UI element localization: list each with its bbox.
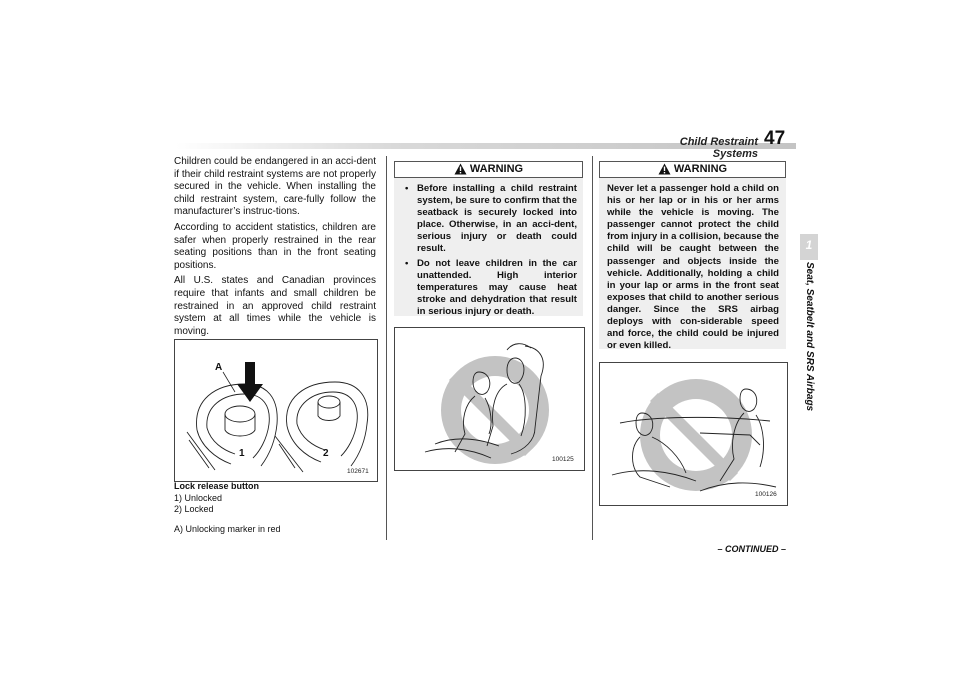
- chapter-label-vertical: [800, 262, 818, 412]
- caption-item-2: 2) Locked: [174, 504, 214, 515]
- page-number: 47: [764, 128, 786, 149]
- figure-number: 102671: [347, 468, 369, 475]
- paragraph-3: All U.S. states and Canadian provinces require that infants and small children be restrained in an approved child restraint system at all times while the vehicle is moving.: [174, 275, 376, 337]
- chapter-label: Seat, Seatbelt and SRS Airbags: [804, 262, 815, 412]
- warning-triangle-icon: [454, 163, 467, 175]
- section-title: Child Restraint Systems: [679, 136, 758, 160]
- figure-label-2: 2: [323, 448, 329, 459]
- figure-number: 100125: [552, 456, 574, 463]
- caption-title: Lock release button: [174, 481, 260, 491]
- continued-label: – CONTINUED –: [717, 544, 786, 554]
- warning-bullet: • Before installing a child restraint system, be sure to confirm that the seatback is securely locked into place. Otherwise, in an acci-dent, serious injury or death could result.: [405, 183, 577, 255]
- warning-triangle-icon: [658, 163, 671, 175]
- lap-child-figure: [599, 362, 788, 506]
- figure-label-a: A: [215, 362, 223, 373]
- column-divider-2: [592, 156, 593, 540]
- warning-bullet-text: Before installing a child restraint system, be sure to confirm that the seatback is securely locked into place. Otherwise, in an acci-dent, serious injury or death could result.: [417, 183, 577, 255]
- figure-label-1: 1: [239, 448, 245, 459]
- warning-heading-1: WARNING: [469, 163, 524, 175]
- caption-item-a: A) Unlocking marker in red: [174, 523, 281, 534]
- paragraph-2: According to accident statistics, children are safer when properly restrained in the rear seating positions than in the front seating positions.: [174, 221, 376, 271]
- chapter-number: 1: [805, 238, 813, 252]
- warning-body-1: [403, 183, 577, 320]
- column-divider-1: [386, 156, 387, 540]
- figure-caption: [174, 481, 376, 535]
- lock-release-illustration: [175, 340, 377, 481]
- unattended-child-illustration: [395, 328, 584, 470]
- warning-bullet-text: Do not leave children in the car unattended. High interior temperatures may cause heat stroke and dehydration that result in serious injury or death.: [417, 257, 577, 317]
- unattended-child-figure: [394, 327, 585, 471]
- paragraph-1: Children could be endangered in an acci-dent if their child restraint systems are not properly secured in the vehicle. When installing the child restraint system, care-fully follow the manufacturer’s instruc-tions.: [174, 156, 376, 218]
- lock-release-figure: [174, 339, 378, 482]
- warning-box-2: [599, 161, 786, 352]
- warning-header-1: [394, 161, 583, 178]
- warning-heading-2: WARNING: [673, 163, 728, 175]
- warning-body-2: Never let a passenger hold a child on his or her lap or in his or her arms while the vehicle is moving. The passenger cannot protect the child from injury in a collision, because the child will be caught between the passenger and objects inside the vehicle. Additionally, holding a child in your lap or arms in the front seat exposes that child to another serious danger. Since the SRS airbag deploys with con-siderable speed and force, the child could be injured or even killed.: [607, 183, 779, 352]
- lap-child-illustration: [600, 363, 787, 505]
- warning-header-2: [599, 161, 786, 178]
- warning-box-1: [394, 161, 583, 316]
- intro-text: [174, 156, 376, 341]
- figure-number: 100126: [755, 491, 777, 498]
- caption-item-1: 1) Unlocked: [174, 492, 223, 503]
- warning-bullet: • Do not leave children in the car unattended. High interior temperatures may cause heat stroke and dehydration that result in serious injury or death.: [405, 257, 577, 317]
